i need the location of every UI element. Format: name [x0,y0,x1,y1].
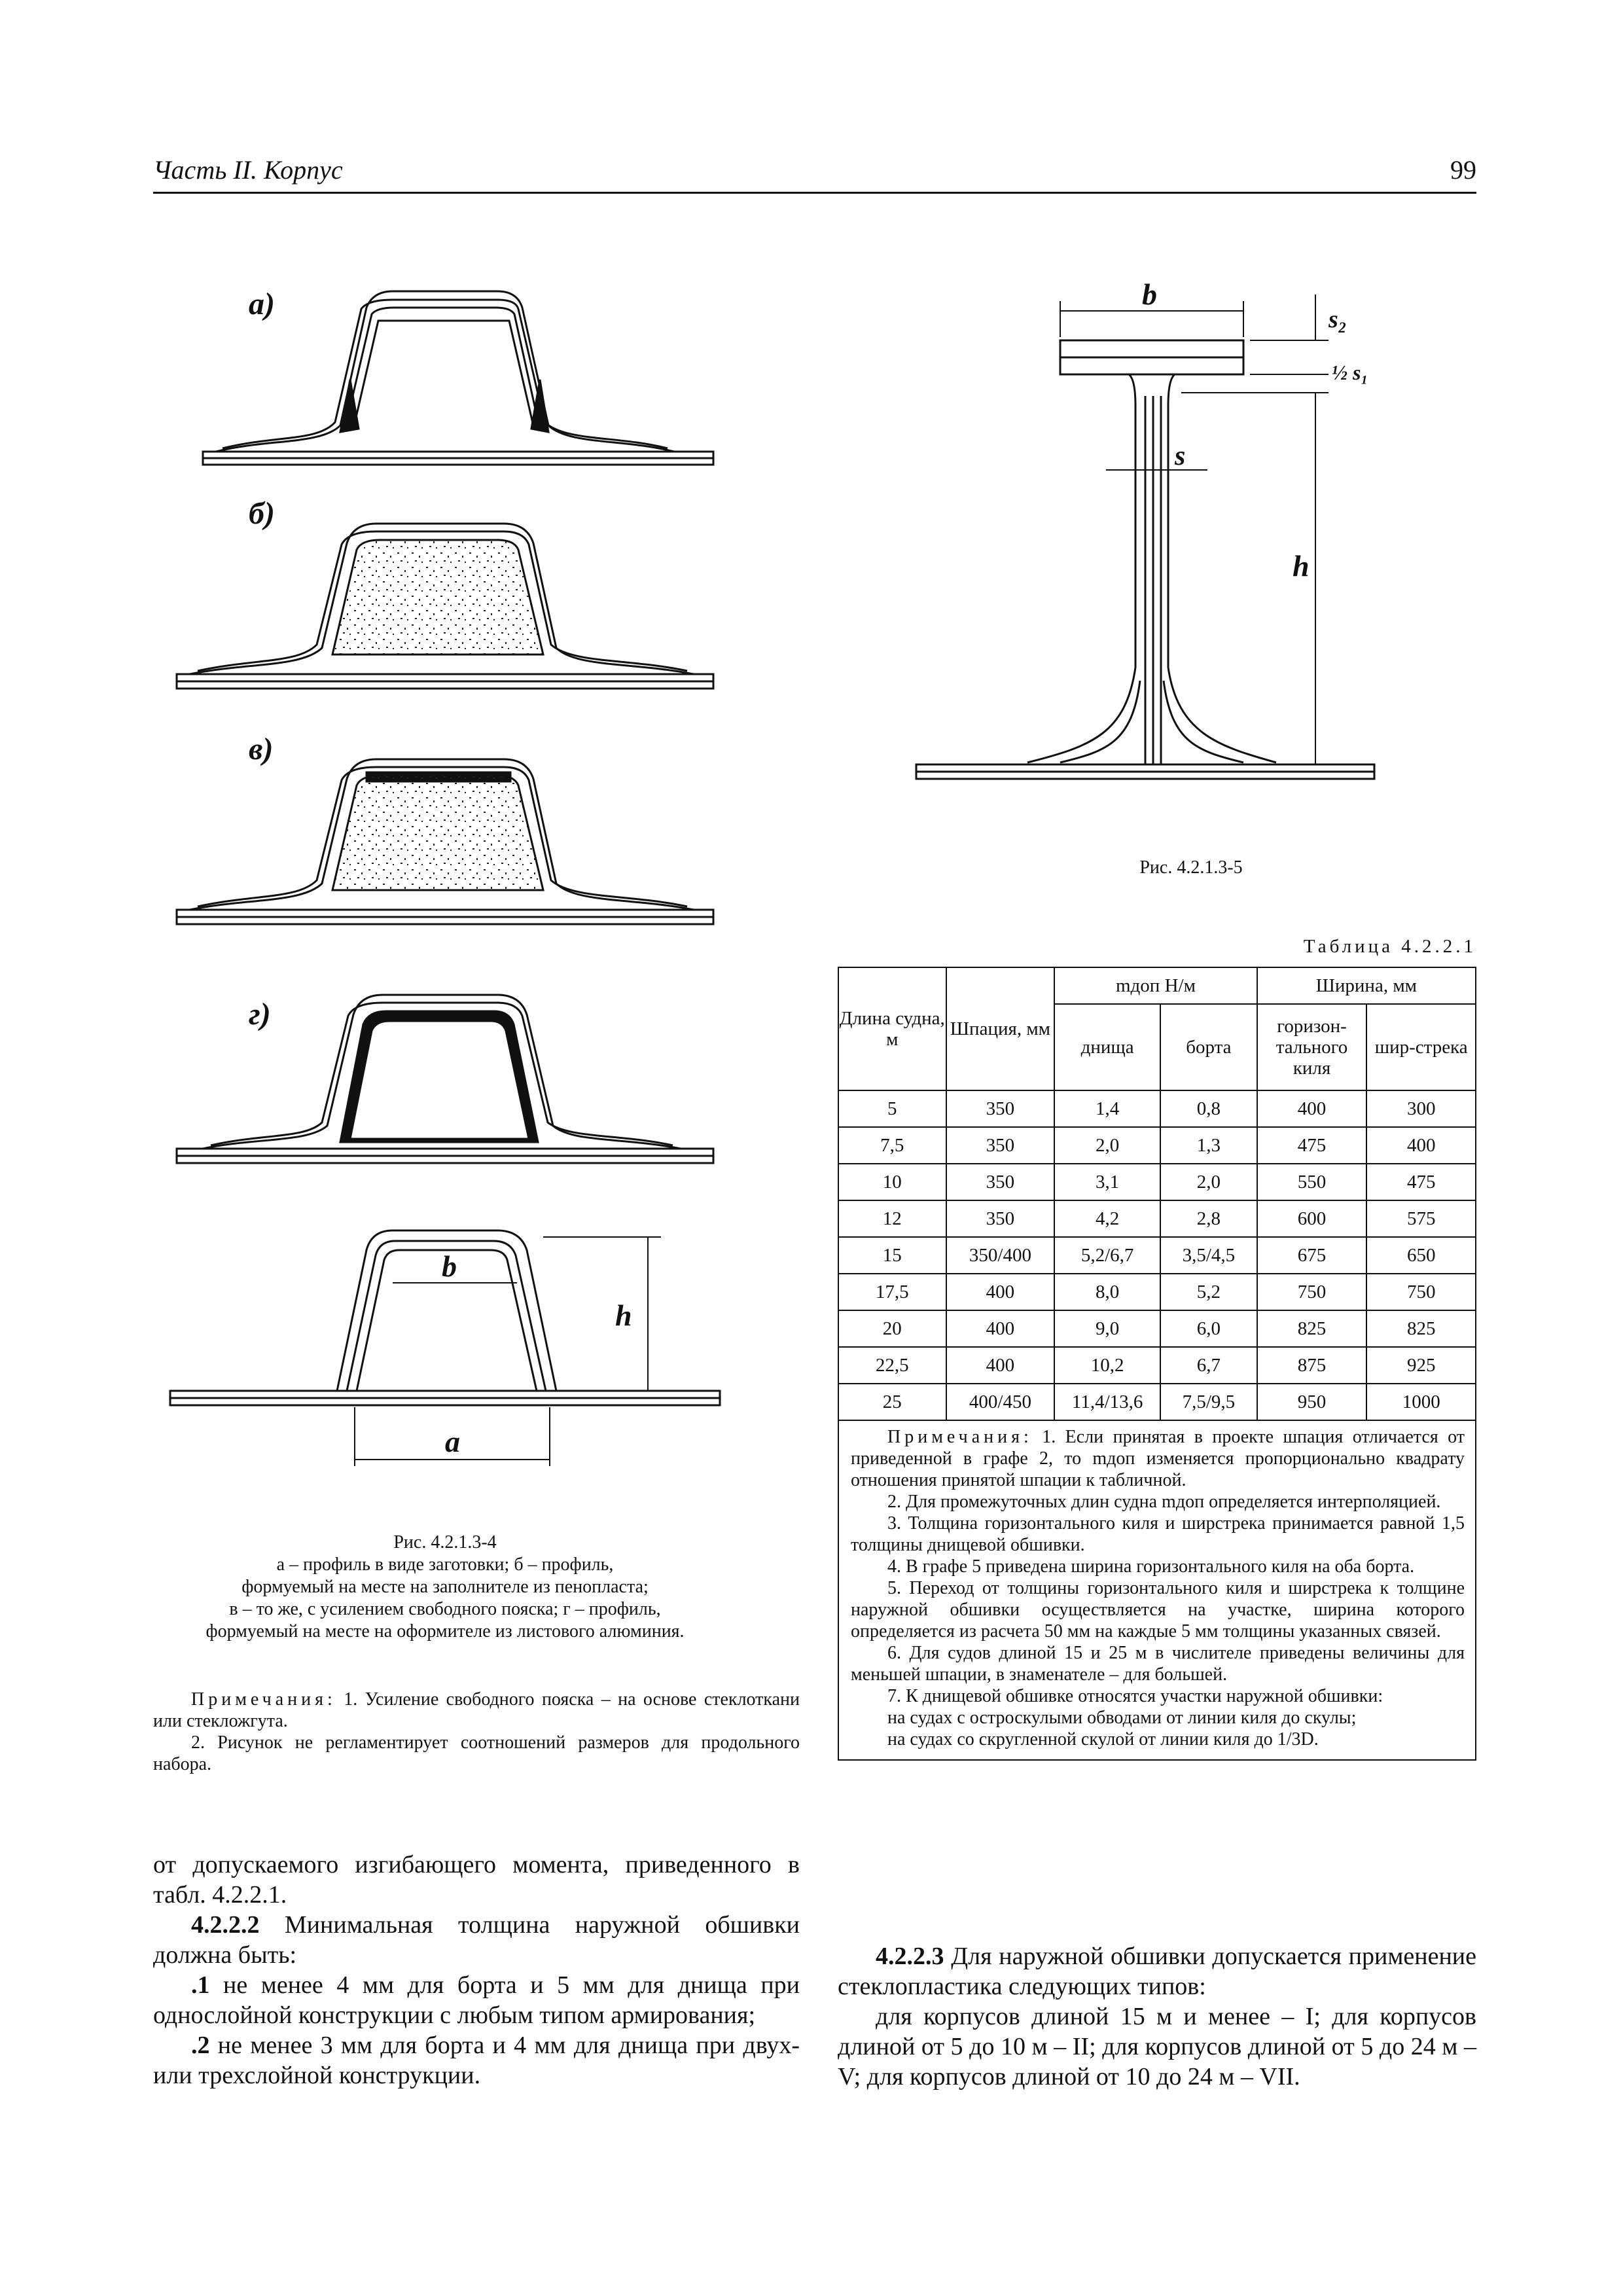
table-note: 5. Переход от толщины горизонтального киля и ширстрека к толщине наружной обшивки осуществляется на участке, ширина которого определяется из расчета 50 мм на каждые 5 мм толщины указанных связей. [851,1578,1465,1641]
table-cell: 20 [838,1310,946,1347]
table-cell: 2,0 [1160,1164,1257,1200]
header-spacing: Шпация, мм [946,967,1055,1090]
table-notes [838,1420,1476,1760]
figure-caption-block [190,1532,700,1643]
figure-t-caption: Рис. 4.2.1.3-5 [1139,857,1243,878]
body-paragraph [153,1910,800,1970]
paragraph-text: Для наружной обшивки допускается применение стеклопластика следующих типов: [838,1943,1476,2000]
figure-note: 2. Рисунок не регламентирует соотношений размеров для продольного набора. [153,1732,800,1774]
table-row [838,1274,1476,1310]
label-b: б) [249,496,275,531]
figure-caption-line: в – то же, с усилением свободного пояска; г – профиль, [229,1599,661,1619]
body-paragraph [153,2030,800,2090]
item-number: .2 [191,2032,210,2059]
table-note: 4. В графе 5 приведена ширина горизонтального киля на оба борта. [887,1556,1415,1577]
table-notes-head: Примечания: [887,1427,1033,1447]
table-cell: 2,0 [1054,1127,1160,1164]
section-number: 4.2.2.2 [191,1911,260,1939]
table-cell: 11,4/13,6 [1054,1384,1160,1420]
table-cell: 12 [838,1200,946,1237]
table-row [838,1310,1476,1347]
figure-caption-title: Рис. 4.2.1.3-4 [393,1532,497,1552]
section-number: 4.2.2.3 [876,1943,944,1970]
dim-label-h: h [615,1299,632,1332]
table-note: 7. К днищевой обшивке относятся участки наружной обшивки: [887,1686,1383,1706]
profile-v [177,759,713,924]
header-keel: горизон-тального киля [1257,1004,1367,1090]
running-header-title: Часть II. Корпус [153,155,343,185]
table-cell: 0,8 [1160,1090,1257,1127]
table-cell: 400 [946,1274,1055,1310]
table-title: Таблица 4.2.2.1 [1303,936,1476,957]
table-cell: 950 [1257,1384,1367,1420]
table-row [838,1127,1476,1164]
table-note: на судах с остроскулыми обводами от линии киля до скулы; [887,1708,1357,1728]
table-cell: 10 [838,1164,946,1200]
dim-label-a: a [445,1425,460,1458]
figure-t-section [910,275,1472,818]
table-cell: 9,0 [1054,1310,1160,1347]
figure-notes-head: Примечания: [191,1689,336,1710]
table-cell: 350 [946,1090,1055,1127]
table-cell: 825 [1257,1310,1367,1347]
t-label-s: s [1175,441,1186,471]
table-cell: 5,2 [1160,1274,1257,1310]
table-cell: 7,5 [838,1127,946,1164]
item-number: .1 [191,1971,210,1999]
table-cell: 22,5 [838,1347,946,1384]
label-v: в) [249,732,274,766]
table-cell: 4,2 [1054,1200,1160,1237]
header-width-group: Ширина, мм [1257,967,1476,1004]
table-cell: 6,0 [1160,1310,1257,1347]
table-cell: 10,2 [1054,1347,1160,1384]
body-text-right [838,1941,1476,2092]
table-cell: 875 [1257,1347,1367,1384]
table-note: 2. Для промежуточных длин судна mдоп определяется интерполяцией. [887,1492,1441,1512]
table-cell: 350 [946,1200,1055,1237]
paragraph-text: не менее 3 мм для борта и 4 мм для днища при двух- или трехслойной конструкции. [153,2032,800,2089]
t-label-b: b [1142,278,1157,311]
table-cell: 675 [1257,1237,1367,1274]
table-cell: 350 [946,1127,1055,1164]
body-paragraph: от допускаемого изгибающего момента, приведенного в табл. 4.2.2.1. [153,1851,800,1909]
t-label-s2: s₂ [1329,306,1347,333]
table-cell: 8,0 [1054,1274,1160,1310]
table-cell: 400 [1366,1127,1476,1164]
figure-note: 1. Усиление свободного пояска – на основе стеклоткани или стекложгута. [153,1689,800,1731]
table-cell: 25 [838,1384,946,1420]
table-cell: 6,7 [1160,1347,1257,1384]
table-cell: 5 [838,1090,946,1127]
table-note: 1. Если принятая в проекте шпация отличается от приведенной в графе 2, то mдоп изменяется пропорционально квадрату отношения принятой шпации к табличной. [851,1427,1465,1490]
table-cell: 400 [1257,1090,1367,1127]
page-number: 99 [1450,155,1476,185]
label-a: а) [249,287,275,321]
table-cell: 350 [946,1164,1055,1200]
table-cell: 15 [838,1237,946,1274]
header-side: борта [1160,1004,1257,1090]
body-text-left [153,1850,800,2090]
table-cell: 7,5/9,5 [1160,1384,1257,1420]
table-cell: 475 [1257,1127,1367,1164]
header-m-group: mдоп Н/м [1054,967,1257,1004]
table-cell: 5,2/6,7 [1054,1237,1160,1274]
t-label-half-s1: ½ s₁ [1332,361,1368,384]
label-g: г) [249,997,271,1031]
body-paragraph [153,1970,800,2030]
data-table [838,967,1476,1761]
figure-caption-line: формуемый на месте на заполнителе из пенопласта; [241,1577,649,1597]
table-cell: 1,3 [1160,1127,1257,1164]
profile-b [177,524,713,689]
paragraph-text: не менее 4 мм для борта и 5 мм для днища при однослойной конструкции с любым типом армирования; [153,1971,800,2029]
table-cell: 600 [1257,1200,1367,1237]
table-cell: 750 [1366,1274,1476,1310]
paragraph-text: Минимальная толщина наружной обшивки должна быть: [153,1911,800,1969]
body-paragraph: для корпусов длиной 15 м и менее – I; для корпусов длиной от 5 до 10 м – II; для корпусов длиной от 5 до 24 м – V; для корпусов длиной от 10 до 24 м – VII. [838,2003,1476,2090]
table-row [838,1200,1476,1237]
table-cell: 17,5 [838,1274,946,1310]
table-cell: 350/400 [946,1237,1055,1274]
t-label-h: h [1293,549,1310,583]
table-cell: 550 [1257,1164,1367,1200]
table-cell: 400 [946,1347,1055,1384]
table-cell: 1,4 [1054,1090,1160,1127]
figure-caption-line: а – профиль в виде заготовки; б – профиль, [276,1554,614,1575]
table-cell: 3,5/4,5 [1160,1237,1257,1274]
table-cell: 925 [1366,1347,1476,1384]
table-cell: 475 [1366,1164,1476,1200]
table-note: 3. Толщина горизонтального киля и ширстрека принимается равной 1,5 толщины днищевой обшивки. [851,1513,1465,1555]
header-bottom: днища [1054,1004,1160,1090]
table-cell: 400 [946,1310,1055,1347]
table-cell: 2,8 [1160,1200,1257,1237]
body-paragraph [838,1941,1476,2001]
table-row [838,1384,1476,1420]
header-sheer: шир-стрека [1366,1004,1476,1090]
header-length: Длина судна, м [838,967,946,1090]
table-cell: 575 [1366,1200,1476,1237]
table-cell: 825 [1366,1310,1476,1347]
table-cell: 650 [1366,1237,1476,1274]
table-cell: 1000 [1366,1384,1476,1420]
profile-a [203,291,713,465]
table-cell: 750 [1257,1274,1367,1310]
figure-profiles [151,262,740,1479]
table-note: на судах со скругленной скулой от линии киля до 1/3D. [887,1729,1319,1749]
figure-caption-line: формуемый на месте на оформителе из листового алюминия. [205,1621,685,1641]
table-row [838,1090,1476,1127]
table-cell: 400/450 [946,1384,1055,1420]
figure-notes [153,1689,800,1775]
table-cell: 3,1 [1054,1164,1160,1200]
table-row [838,1164,1476,1200]
table-row [838,1237,1476,1274]
header-rule [153,192,1476,194]
table-cell: 300 [1366,1090,1476,1127]
dim-label-b: b [442,1249,457,1283]
table-row [838,1347,1476,1384]
table-note: 6. Для судов длиной 15 и 25 м в числителе приведены величины для меньшей шпации, в знаменателе – для большей. [851,1643,1465,1685]
